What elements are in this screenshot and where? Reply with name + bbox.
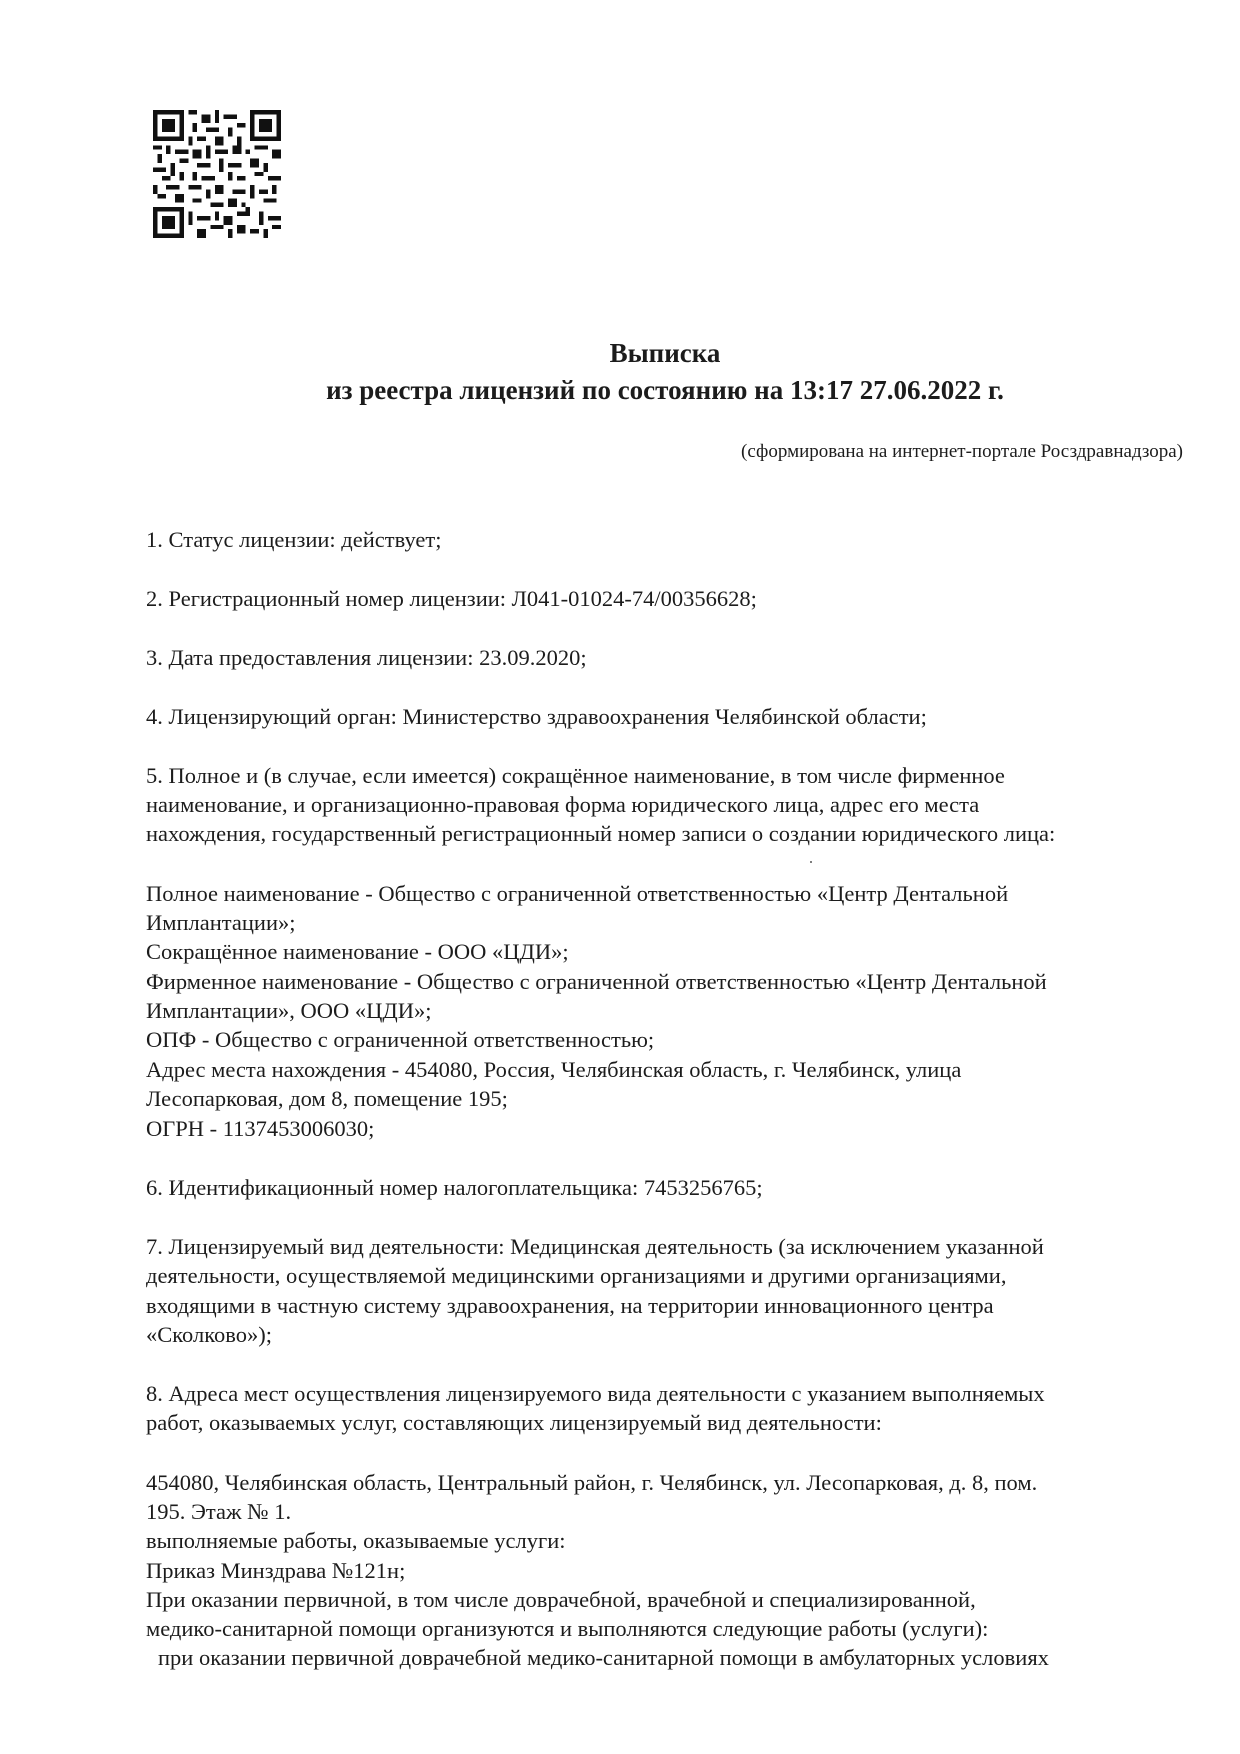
body-line: Адрес места нахождения - 454080, Россия, Челябинская область, г. Челябинск, улица (146, 1057, 962, 1082)
body-line: 2. Регистрационный номер лицензии: Л041-01024-74/00356628; (146, 586, 757, 611)
body-line: нахождения, государственный регистрационный номер записи о создании юридического лица: (146, 821, 1056, 846)
body-line: 454080, Челябинская область, Центральный район, г. Челябинск, ул. Лесопарковая, д. 8, пом. (146, 1470, 1038, 1495)
body-line: Лесопарковая, дом 8, помещение 195; (146, 1086, 508, 1111)
body-line: Имплантации»; (146, 910, 296, 935)
scan-speck (810, 861, 812, 863)
body-line: входящими в частную систему здравоохранения, на территории инновационного центра (146, 1293, 994, 1318)
document-title: Выписка (609, 338, 721, 368)
body-line: Приказ Минздрава №121н; (146, 1558, 406, 1583)
body-line: 8. Адреса мест осуществления лицензируемого вида деятельности с указанием выполняемых (146, 1381, 1045, 1406)
body-line: «Сколково»); (146, 1322, 272, 1347)
document-subtitle: из реестра лицензий по состоянию на 13:17 27.06.2022 г. (326, 375, 1004, 405)
body-line: Сокращённое наименование - ООО «ЦДИ»; (146, 939, 569, 964)
body-line: Имплантации», ООО «ЦДИ»; (146, 998, 432, 1023)
body-line: 4. Лицензирующий орган: Министерство здравоохранения Челябинской области; (146, 704, 927, 729)
body-line: ОПФ - Общество с ограниченной ответственностью; (146, 1027, 655, 1052)
body-line: Полное наименование - Общество с ограниченной ответственностью «Центр Дентальной (146, 881, 1009, 906)
body-line: 3. Дата предоставления лицензии: 23.09.2020; (146, 645, 587, 670)
body-line: работ, оказываемых услуг, составляющих лицензируемый вид деятельности: (146, 1410, 882, 1435)
body-line: 5. Полное и (в случае, если имеется) сокращённое наименование, в том числе фирменное (146, 763, 1005, 788)
body-line: При оказании первичной, в том числе доврачебной, врачебной и специализированной, (146, 1587, 976, 1612)
body-line: наименование, и организационно-правовая форма юридического лица, адрес его места (146, 792, 980, 817)
body-line: выполняемые работы, оказываемые услуги: (146, 1528, 566, 1553)
body-line: 1. Статус лицензии: действует; (146, 527, 442, 552)
body-line: 7. Лицензируемый вид деятельности: Медицинская деятельность (за исключением указанной (146, 1234, 1044, 1259)
body-line: 6. Идентификационный номер налогоплательщика: 7453256765; (146, 1175, 763, 1200)
body-line: ОГРН - 1137453006030; (146, 1116, 375, 1141)
qr-code (153, 110, 281, 238)
source-note: (сформирована на интернет-портале Росздравнадзора) (741, 441, 1183, 462)
body-line: 195. Этаж № 1. (146, 1499, 292, 1524)
body-line: медико-санитарной помощи организуются и выполняются следующие работы (услуги): (146, 1616, 989, 1641)
body-line: при оказании первичной доврачебной медико-санитарной помощи в амбулаторных условиях (158, 1645, 1049, 1670)
body-line: Фирменное наименование - Общество с ограниченной ответственностью «Центр Дентальной (146, 969, 1047, 994)
body-line: деятельности, осуществляемой медицинскими организациями и другими организациями, (146, 1263, 1007, 1288)
